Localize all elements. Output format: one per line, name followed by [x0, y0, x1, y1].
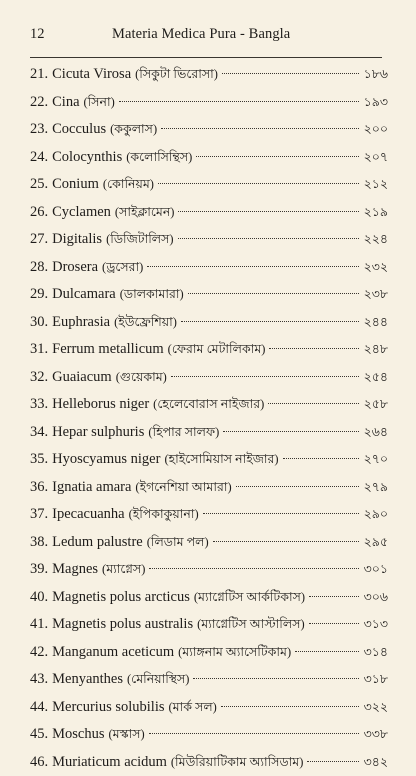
entry-bengali-name: (ককুলাস): [110, 116, 157, 144]
entry-page-number: ৩১৩: [362, 611, 388, 639]
entry-name: Cicuta Virosa: [52, 61, 131, 89]
entry-bengali-name: (ডিজিটালিস): [106, 226, 173, 254]
entry-name: Manganum aceticum: [52, 639, 174, 667]
entry-bengali-name: (সিকুটা ভিরোসা): [135, 61, 218, 89]
entry-name: Moschus: [52, 721, 104, 749]
entry-name: Ferrum metallicum: [52, 336, 164, 364]
entry-number: 38.: [30, 529, 48, 557]
entry-bengali-name: (সিনা): [84, 89, 115, 117]
toc-entry: [30, 116, 388, 144]
entry-name: Muriaticum acidum: [52, 749, 167, 776]
toc-entry: [30, 501, 388, 529]
page-number: 12: [30, 24, 45, 44]
entry-name: Menyanthes: [52, 666, 123, 694]
dot-leader: [147, 266, 359, 267]
entry-bengali-name: (ম্যাগ্নেটিস আর্কটিকাস): [194, 584, 305, 612]
entry-page-number: ২৭৯: [362, 474, 388, 502]
entry-page-number: ৩১৮: [362, 666, 388, 694]
dot-leader: [181, 321, 359, 322]
entry-page-number: ৩২২: [362, 694, 388, 722]
dot-leader: [213, 541, 359, 542]
dot-leader: [188, 293, 359, 294]
entry-number: 21.: [30, 61, 48, 89]
entry-bengali-name: (ম্যাগ্নেটিস আস্টালিস): [197, 611, 305, 639]
entry-number: 25.: [30, 171, 48, 199]
dot-leader: [203, 513, 359, 514]
toc-entry: [30, 446, 388, 474]
entry-number: 26.: [30, 199, 48, 227]
entry-number: 36.: [30, 474, 48, 502]
toc-entry: [30, 254, 388, 282]
entry-bengali-name: (ম্যাগ্নেস): [102, 556, 145, 584]
entry-bengali-name: (মস্কাস): [109, 721, 145, 749]
toc-entry: [30, 391, 388, 419]
entry-page-number: ৩৩৮: [362, 721, 388, 749]
entry-bengali-name: (লিডাম পল): [147, 529, 209, 557]
entry-number: 34.: [30, 419, 48, 447]
entry-name: Euphrasia: [52, 309, 110, 337]
entry-name: Conium: [52, 171, 99, 199]
entry-page-number: ৩৪২: [362, 749, 388, 776]
entry-page-number: ১৯৩: [362, 89, 388, 117]
entry-name: Hepar sulphuris: [52, 419, 144, 447]
entry-page-number: ৩০১: [362, 556, 388, 584]
entry-page-number: ২৬৪: [362, 419, 388, 447]
toc-entry: [30, 584, 388, 612]
entry-page-number: ২০৭: [362, 144, 388, 172]
dot-leader: [178, 238, 359, 239]
entry-bengali-name: (ম্যাঙ্গনাম অ্যাসেটিকাম): [178, 639, 291, 667]
entry-page-number: ২১৯: [362, 199, 388, 227]
entry-bengali-name: (সাইক্লামেন): [115, 199, 175, 227]
dot-leader: [295, 651, 359, 652]
entry-page-number: ২৯০: [362, 501, 388, 529]
entry-name: Drosera: [52, 254, 98, 282]
entry-number: 42.: [30, 639, 48, 667]
dot-leader: [283, 458, 359, 459]
entry-number: 44.: [30, 694, 48, 722]
entry-name: Cina: [52, 89, 79, 117]
toc-entry: [30, 309, 388, 337]
entry-name: Mercurius solubilis: [52, 694, 164, 722]
entry-name: Cyclamen: [52, 199, 111, 227]
entry-page-number: ২৫৮: [362, 391, 388, 419]
entry-number: 43.: [30, 666, 48, 694]
entry-page-number: ৩১৪: [362, 639, 388, 667]
entry-name: Dulcamara: [52, 281, 116, 309]
toc-entry: [30, 61, 388, 89]
entry-bengali-name: (ইপিকাকুয়ানা): [129, 501, 199, 529]
dot-leader: [221, 706, 359, 707]
entry-number: 22.: [30, 89, 48, 117]
dot-leader: [269, 348, 359, 349]
toc-entry: [30, 556, 388, 584]
dot-leader: [196, 156, 359, 157]
entry-number: 24.: [30, 144, 48, 172]
entry-bengali-name: (মার্ক সল): [169, 694, 217, 722]
toc-entry: [30, 721, 388, 749]
entry-name: Guaiacum: [52, 364, 112, 392]
header-rule: [30, 57, 382, 58]
dot-leader: [149, 568, 359, 569]
toc-entry: [30, 611, 388, 639]
dot-leader: [149, 733, 359, 734]
entry-page-number: ২৯৫: [362, 529, 388, 557]
toc-entry: [30, 749, 388, 776]
entry-number: 35.: [30, 446, 48, 474]
dot-leader: [309, 596, 359, 597]
toc-entry: [30, 281, 388, 309]
dot-leader: [171, 376, 359, 377]
entry-number: 41.: [30, 611, 48, 639]
entry-bengali-name: (মিউরিয়াটিকাম অ্যাসিডাম): [171, 749, 304, 776]
toc-entry: [30, 199, 388, 227]
page-header: [30, 24, 378, 48]
entry-name: Ignatia amara: [52, 474, 131, 502]
entry-page-number: ২৫৪: [362, 364, 388, 392]
entry-name: Helleborus niger: [52, 391, 149, 419]
entry-bengali-name: (মেনিয়াস্থিস): [127, 666, 189, 694]
entry-page-number: ২৩২: [362, 254, 388, 282]
entry-name: Magnetis polus arcticus: [52, 584, 190, 612]
entry-bengali-name: (ইউফ্রেশিয়া): [114, 309, 177, 337]
entry-name: Magnetis polus australis: [52, 611, 193, 639]
entry-name: Ledum palustre: [52, 529, 143, 557]
entry-name: Colocynthis: [52, 144, 122, 172]
entry-bengali-name: (ড্রসেরা): [102, 254, 143, 282]
entry-name: Digitalis: [52, 226, 102, 254]
entry-bengali-name: (কলোসিন্থিস): [126, 144, 192, 172]
entry-bengali-name: (ফেরাম মেটালিকাম): [168, 336, 266, 364]
entry-number: 46.: [30, 749, 48, 776]
dot-leader: [309, 623, 359, 624]
entry-name: Magnes: [52, 556, 98, 584]
dot-leader: [268, 403, 359, 404]
entry-page-number: ২০০: [362, 116, 388, 144]
entry-bengali-name: (ডালকামারা): [120, 281, 184, 309]
entry-number: 45.: [30, 721, 48, 749]
entry-page-number: ২৪৮: [362, 336, 388, 364]
table-of-contents: [30, 61, 388, 776]
toc-entry: [30, 144, 388, 172]
entry-number: 31.: [30, 336, 48, 364]
dot-leader: [193, 678, 359, 679]
running-head: Materia Medica Pura - Bangla: [112, 24, 290, 44]
entry-page-number: ২৪৪: [362, 309, 388, 337]
entry-bengali-name: (কোনিয়ম): [103, 171, 154, 199]
toc-entry: [30, 336, 388, 364]
entry-name: Cocculus: [52, 116, 106, 144]
entry-bengali-name: (হাইসোমিয়াস নাইজার): [164, 446, 278, 474]
entry-number: 39.: [30, 556, 48, 584]
toc-entry: [30, 529, 388, 557]
dot-leader: [223, 431, 359, 432]
entry-page-number: ১৮৬: [362, 61, 388, 89]
entry-bengali-name: (ইগনেশিয়া আমারা): [135, 474, 231, 502]
dot-leader: [158, 183, 359, 184]
toc-entry: [30, 639, 388, 667]
entry-page-number: ২১২: [362, 171, 388, 199]
entry-bengali-name: (হেলেবোরাস নাইজার): [153, 391, 264, 419]
entry-page-number: ২৭০: [362, 446, 388, 474]
dot-leader: [307, 761, 359, 762]
toc-entry: [30, 419, 388, 447]
dot-leader: [161, 128, 359, 129]
entry-number: 29.: [30, 281, 48, 309]
dot-leader: [119, 101, 359, 102]
entry-number: 28.: [30, 254, 48, 282]
toc-entry: [30, 89, 388, 117]
toc-entry: [30, 364, 388, 392]
entry-page-number: ২৩৮: [362, 281, 388, 309]
toc-entry: [30, 226, 388, 254]
toc-entry: [30, 171, 388, 199]
entry-number: 33.: [30, 391, 48, 419]
entry-bengali-name: (গুয়েকাম): [116, 364, 167, 392]
dot-leader: [222, 73, 359, 74]
entry-number: 27.: [30, 226, 48, 254]
toc-entry: [30, 694, 388, 722]
entry-page-number: ২২৪: [362, 226, 388, 254]
dot-leader: [178, 211, 359, 212]
entry-number: 30.: [30, 309, 48, 337]
entry-name: Hyoscyamus niger: [52, 446, 160, 474]
entry-name: Ipecacuanha: [52, 501, 124, 529]
entry-number: 37.: [30, 501, 48, 529]
entry-number: 40.: [30, 584, 48, 612]
toc-entry: [30, 666, 388, 694]
entry-page-number: ৩০৬: [362, 584, 388, 612]
toc-entry: [30, 474, 388, 502]
entry-bengali-name: (হিপার সালফ): [148, 419, 219, 447]
entry-number: 23.: [30, 116, 48, 144]
entry-number: 32.: [30, 364, 48, 392]
dot-leader: [236, 486, 359, 487]
